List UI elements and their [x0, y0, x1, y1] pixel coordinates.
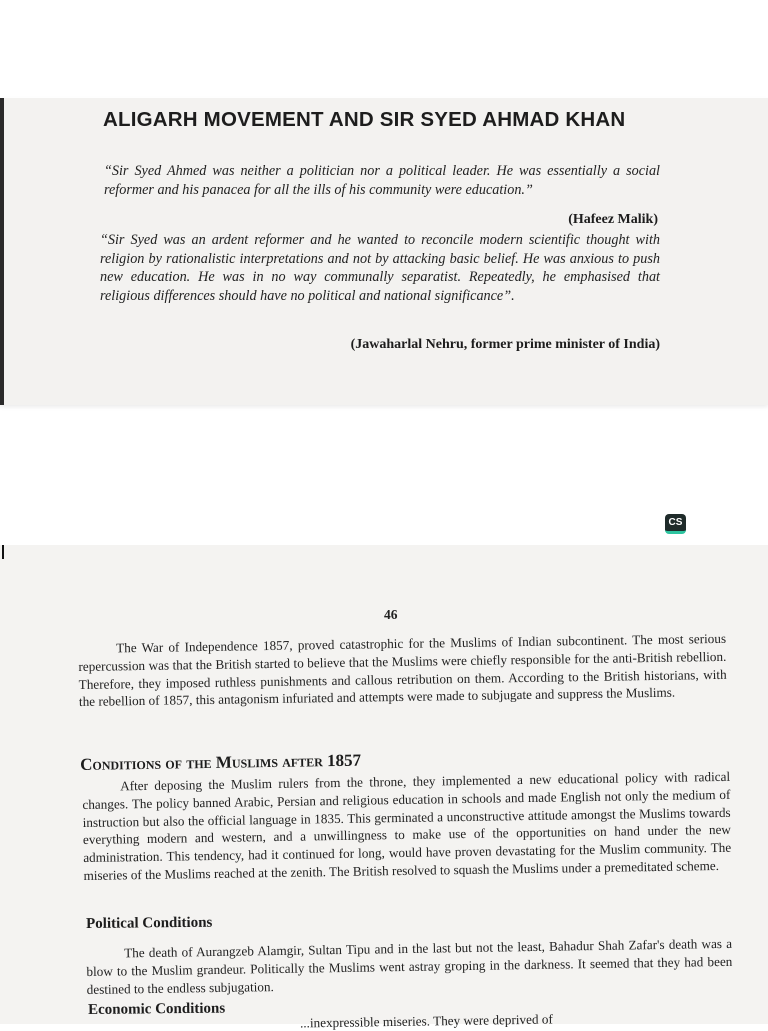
page-edge-mark [2, 545, 4, 559]
paragraph-war-of-independence: The War of Independence 1857, proved catastrophic for the Muslims of Indian subcontinent. The most serious repercussion was that the British started to believe that the Muslims were chiefly responsible for the anti-British rebellion. Therefore, they imposed ruthless punishments and callous retribution on them. According to the British historians, with the rebellion of 1857, this antagonism infuriated and attempts were made to subjugate and suppress the Muslims. [78, 630, 727, 710]
page-edge-shadow [0, 98, 4, 405]
paragraph-political-conditions: The death of Aurangzeb Alamgir, Sultan Tipu and in the last but not the least, Bahadur Shah Zafar's death was a blow to the Muslim grandeur. Politically the Muslims went astray groping in the darkness. It seemed that they had been destined to the endless subjugation. [86, 935, 733, 997]
chapter-title: ALIGARH MOVEMENT AND SIR SYED AHMAD KHAN [103, 108, 626, 131]
section-heading-conditions: Conditions of the Muslims after 1857 [80, 750, 362, 774]
cut-off-text-line: ...inexpressible miseries. They were deprived of [299, 1011, 553, 1031]
quote-attribution-nehru: (Jawaharlal Nehru, former prime minister of India) [350, 337, 660, 352]
subheading-political-conditions: Political Conditions [86, 914, 213, 932]
camscanner-logo-icon: CS [665, 514, 686, 534]
subheading-economic-conditions: Economic Conditions [88, 1000, 226, 1018]
quote-hafeez-malik: “Sir Syed Ahmed was neither a politician nor a political leader. He was essentially a social reformer and his panacea for all the ills of his community were education.” [104, 163, 660, 198]
paragraph-educational-policy: After deposing the Muslim rulers from the throne, they implemented a new educational policy with radical changes. The policy banned Arabic, Persian and religious education in schools and made English not only the medium of instruction but also the official language in 1835. This germinated a unconstructive attitude amongst the Muslims towards everything modern and western, and a unwillingness to make use of the opportunities on hand under the new administration. This tendency, had it continued for long, would have proven devastating for the Muslim community. The miseries of the Muslims reached at the zenith. The British resolved to squash the Muslims under a premeditated scheme. [82, 768, 732, 883]
quote-attribution-hafeez-malik: (Hafeez Malik) [568, 212, 658, 227]
page-number: 46 [384, 607, 398, 622]
quote-nehru: “Sir Syed was an ardent reformer and he wanted to reconcile modern scientific thought with religion by rationalistic interpretations and not by attacking basic belief. He was anxious to push new education. He was in no way communally separatist. Repeatedly, he emphasised that religious differences should have no political and national significance”. [100, 232, 660, 304]
